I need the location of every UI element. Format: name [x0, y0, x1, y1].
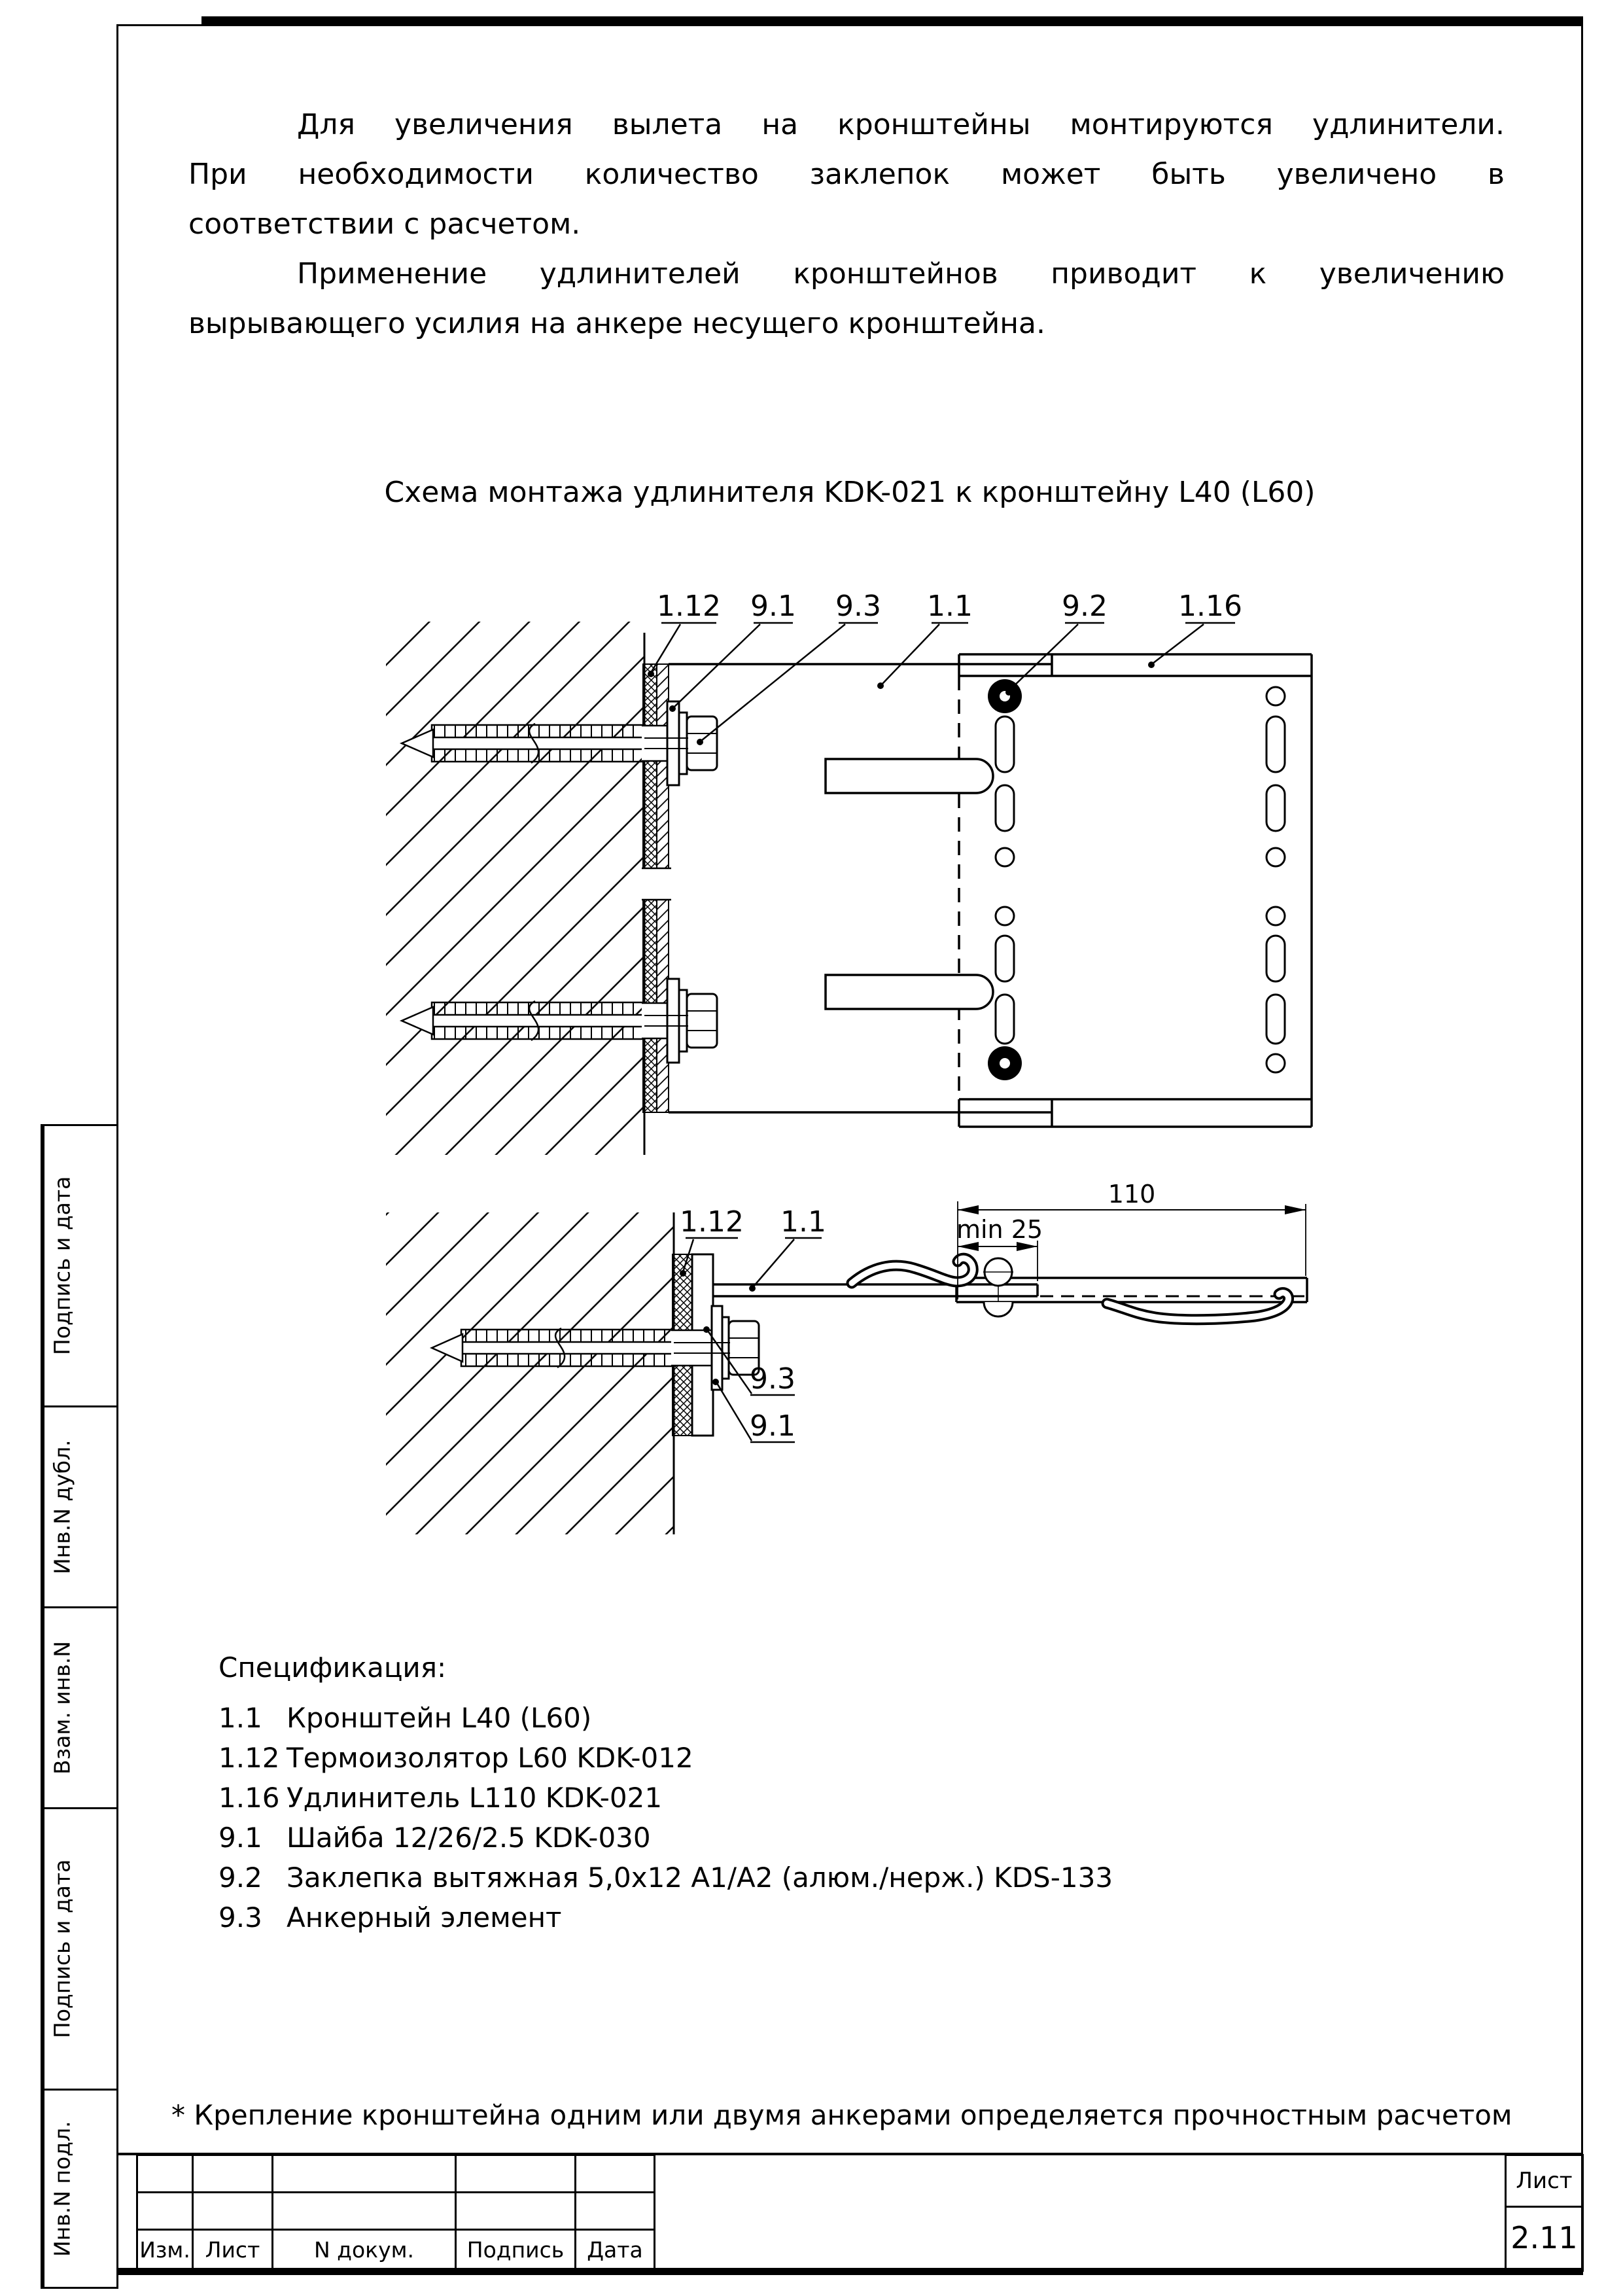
- callout-9-2: 9.2: [1062, 590, 1108, 623]
- specification-list: [218, 1651, 1113, 1937]
- titleblock-col-list: Лист: [194, 2231, 273, 2269]
- spec-item-num: 9.3: [218, 1901, 262, 1934]
- spec-item-text: Удлинитель L110 KDK-021: [287, 1782, 663, 1814]
- callout-1-1: 1.1: [780, 1205, 826, 1239]
- titleblock-col-data: Дата: [587, 2237, 643, 2263]
- spec-item: [218, 1698, 1113, 1738]
- titleblock-empty-cell: [138, 2193, 194, 2231]
- spec-item-text: Термоизолятор L60 KDK-012: [287, 1742, 693, 1774]
- spec-item-text: Шайба 12/26/2.5 KDK-030: [287, 1822, 651, 1854]
- titleblock-empty-cell: [576, 2156, 654, 2193]
- spec-item-num: 9.1: [218, 1822, 262, 1854]
- callout-9-3: 9.3: [835, 590, 881, 623]
- titleblock-empty-cell: [138, 2156, 194, 2193]
- spec-item-num: 1.16: [218, 1782, 280, 1814]
- sidebar-cell: [41, 1606, 118, 1809]
- sidebar-label-podpis-data-2: Подпись и дата: [43, 1809, 80, 2089]
- titleblock-empty-cell: [457, 2193, 576, 2231]
- scheme-title: Схема монтажа удлинителя KDK-021 к кронштейну L40 (L60): [384, 476, 1316, 509]
- callout-1-12: 1.12: [680, 1205, 744, 1239]
- spec-item: [218, 1778, 1113, 1818]
- spec-item: [218, 1738, 1113, 1778]
- intro-line: При необходимости количество заклепок может быть увеличено в: [188, 158, 1505, 191]
- intro-line: Применение удлинителей кронштейнов приводит к увеличению: [297, 257, 1505, 291]
- callout-1-16: 1.16: [1178, 590, 1242, 623]
- footnote: * Крепление кронштейна одним или двумя анкерами определяется прочностным расчетом: [171, 2099, 1512, 2131]
- callout-1-1: 1.1: [927, 590, 973, 623]
- sidebar-cell: [41, 1807, 118, 2091]
- spec-item-num: 1.1: [218, 1702, 262, 1734]
- sidebar-label-podpis-data-1: Подпись и дата: [43, 1126, 80, 1405]
- frame-top-thick-line: [201, 16, 1583, 25]
- spec-heading: Спецификация:: [218, 1651, 447, 1684]
- titleblock-empty-cell: [576, 2193, 654, 2231]
- titleblock-col-ndocum: N докум.: [273, 2231, 457, 2269]
- titleblock-empty-cell: [273, 2193, 457, 2231]
- intro-line: соответствии с расчетом.: [188, 207, 581, 241]
- sidebar-label-inv-podl: Инв.N подл.: [43, 2091, 80, 2287]
- callout-9-1: 9.1: [750, 590, 796, 623]
- dim-length: 110: [1108, 1180, 1156, 1209]
- titleblock-empty-cell: [194, 2193, 273, 2231]
- sidebar-label-vzam-inv: Взам. инв.N: [43, 1608, 80, 1807]
- sidebar-label-inv-dubl: Инв.N дубл.: [43, 1407, 80, 1606]
- intro-text: [188, 100, 1505, 349]
- callout-9-3: 9.3: [750, 1362, 795, 1396]
- spec-item-num: 1.12: [218, 1742, 280, 1774]
- sidebar-cell: [41, 2089, 118, 2289]
- titleblock-table: [136, 2154, 655, 2271]
- spec-item-text: Кронштейн L40 (L60): [287, 1702, 592, 1734]
- sheet-label: Лист: [1507, 2156, 1582, 2208]
- spec-item-num: 9.2: [218, 1862, 262, 1894]
- spec-item: [218, 1858, 1113, 1898]
- sheet-number-box: [1505, 2154, 1584, 2272]
- titleblock-col-izm: Изм.: [138, 2231, 194, 2269]
- dim-overlap: min 25: [956, 1215, 1043, 1244]
- titleblock-empty-cell: [194, 2156, 273, 2193]
- spec-item-text: Анкерный элемент: [287, 1901, 562, 1934]
- sheet-number: 2.11: [1510, 2220, 1578, 2255]
- callout-9-1: 9.1: [750, 1409, 795, 1443]
- intro-line: Для увеличения вылета на кронштейны монтируются удлинители.: [297, 108, 1505, 141]
- intro-line: вырывающего усилия на анкере несущего кронштейна.: [188, 307, 1045, 340]
- sidebar-cell: [41, 1405, 118, 1608]
- titleblock-empty-cell: [273, 2156, 457, 2193]
- titleblock-col-podpis: Подпись: [457, 2231, 576, 2269]
- spec-item-text: Заклепка вытяжная 5,0х12 А1/А2 (алюм./нерж.) KDS-133: [287, 1862, 1113, 1894]
- callout-1-12: 1.12: [657, 590, 721, 623]
- spec-item: [218, 1818, 1113, 1858]
- spec-item: [218, 1898, 1113, 1937]
- sidebar-cell: [41, 1124, 118, 1407]
- titleblock-empty-cell: [457, 2156, 576, 2193]
